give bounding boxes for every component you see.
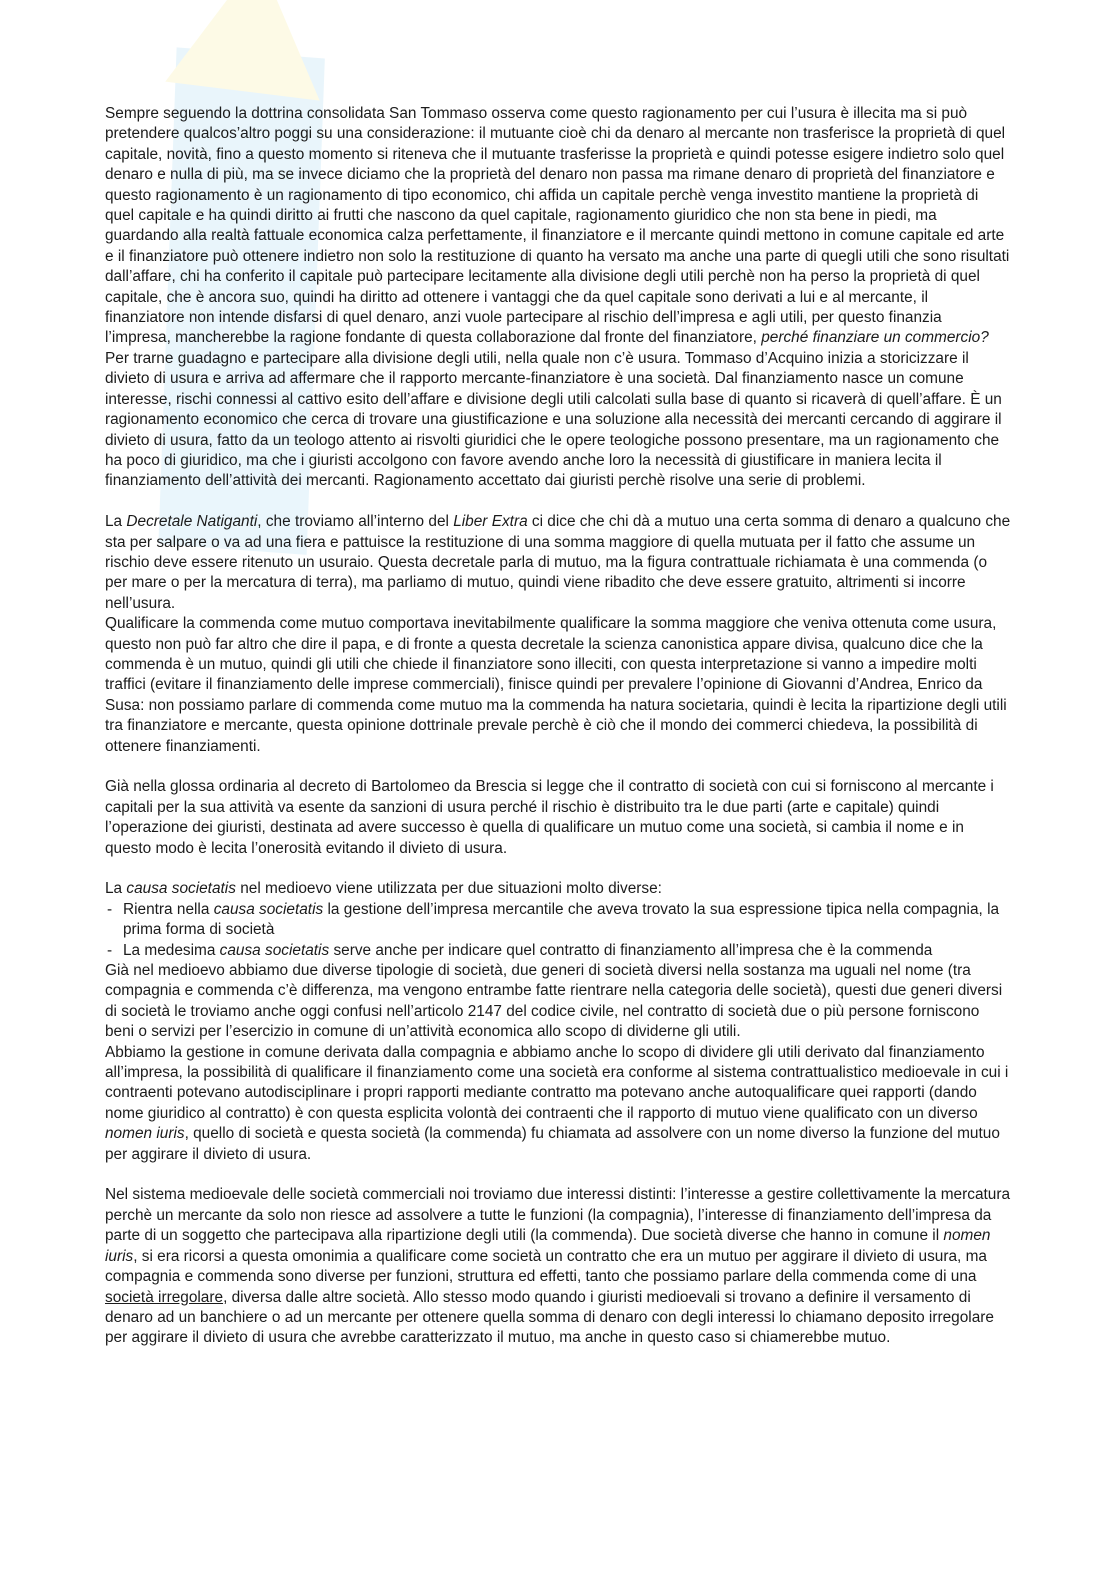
paragraph-glossa: Già nella glossa ordinaria al decreto di Bartolomeo da Brescia si legge che il contratto di società con cui si forniscono al mercante i capitali per la sua attività va esente da sanzioni di usura perché il rischio è distribuito tra le due parti (arte e capitale) quindi l’operazione dei giuristi, destinata ad avere successo è quella di qualificare un mutuo come una società, si cambia il nome e in questo modo è lecita l’onerosità evitando il divieto di usura. — [105, 778, 994, 857]
paragraph-gestione-comune: Abbiamo la gestione in comune derivata dalla compagnia e abbiamo anche lo scopo di dividere gli utili derivato dal finanziamento all’impresa, la possibilità di qualificare il finanziamento come una società era conforme al sistema contrattualistico medioevale in cui i contraenti potevano autodisciplinare i propri rapporti mediante contratto ma potevano anche autoqualificare quei rapporti (dando nome giuridico al contratto) è con questa esplicita volontà dei contraenti che il rapporto di mutuo viene qualificato con un diverso nomen iuris, quello di società e questa società (la commenda) fu chiamata ad assolvere con un nome diverso la funzione del mutuo per aggirare il divieto di usura. — [105, 1043, 1009, 1163]
bullet-list — [105, 900, 1011, 961]
paragraph-tipologie: Già nel medioevo abbiamo due diverse tipologie di società, due generi di società diversi nella sostanza ma uguali nel nome (tra compagnia e commenda c’è differenza, ma vengono entrambe fatte rientrare nella categoria delle società), questi due generi diversi di società le troviamo anche oggi confusi nell’articolo 2147 del codice civile, nel contratto di società due o più persone forniscono beni o servizi per l’esercizio in comune di un’attività economica allo scopo di dividerne gli utili. — [105, 962, 1003, 1041]
paragraph-decretale: La Decretale Natiganti, che troviamo all’interno del Liber Extra ci dice che chi dà a mutuo una certa somma di denaro a qualcuno che sta per salpare o va ad una fiera e pattuisce la restituzione di una somma maggiore di quella mutuata per il fatto che assume un rischio deve essere ritenuto un usuraio. Questa decretale parla di mutuo, ma la figura contrattuale richiamata è una commenda (o per mare o per la mercatura di terra), ma parliamo di mutuo, quindi viene ribadito che deve essere gratuito, altrimenti si incorre nell’usura. — [105, 513, 1011, 612]
paragraph-tommaso: Sempre seguendo la dottrina consolidata San Tommaso osserva come questo ragionamento per cui l’usura è illecita ma si può pretendere qualcos’altro poggi su una considerazione: il mutuante cioè chi da denaro al mercante non trasferisce la proprietà di quel capitale, novità, fino a questo momento si riteneva che il mutuante trasferisse la proprietà e quindi potesse esigere indietro solo quel denaro e nulla di più, ma se invece diciamo che la proprietà del denaro non passa ma rimane denaro di proprietà del finanziatore e questo ragionamento è un ragionamento di tipo economico, chi affida un capitale perchè venga investito mantiene la proprietà di quel capitale e ha quindi diritto ai frutti che nascono da quel capitale, ragionamento giuridico che non sta bene in piedi, ma guardando alla realtà fattuale economica calza perfettamente, il finanziatore e il mercante quindi mettono in comune capitale ed arte e il finanziatore può ottenere indietro non solo la restituzione di quanto ha versato ma anche una parte di quegli utili che sono risultati dall’affare, chi ha conferito il capitale può partecipare lecitamente alla divisione degli utili perchè non ha perso la proprietà di quel capitale, che è ancora suo, quindi ha diritto ad ottenere i vantaggi che da quel capitale sono derivati a lui e al mercante, il finanziatore non intende disfarsi di quel denaro, anzi vuole partecipare al rischio dell’impresa e agli utili, per questo finanzia l’impresa, mancherebbe la ragione fondante di questa collaborazione dal fronte del finanziatore, perché finanziare un commercio? Per trarne guadagno e partecipare alla divisione degli utili, nella quale non c’è usura. Tommaso d’Acquino inizia a storicizzare il divieto di usura e arriva ad affermare che il rapporto mercante-finanziatore è una società. Dal finanziamento nasce un comune interesse, rischi connessi al cattivo esito dell’affare e divisione degli utili calcolati sulla base di quanto si ricaverà di quell’affare. È un ragionamento economico che cerca di trovare una giustificazione e una soluzione alla necessità dei mercanti cercando di aggirare il divieto di usura, fatto da un teologo attento ai risvolti giuridici che le opere teologiche possono presentare, ma un ragionamento che ha poco di giuridico, ma che i giuristi accolgono con favore avendo anche loro la necessità di giustificare in maniera lecita il finanziamento dell’attività dei mercanti. Ragionamento accettato dai giuristi perchè risolve una serie di problemi. — [105, 105, 1010, 490]
document-body — [105, 104, 1011, 1349]
paragraph-sistema-medioevale: Nel sistema medioevale delle società commerciali noi troviamo due interessi distinti: l’interesse a gestire collettivamente la mercatura perchè un mercante da solo non riesce ad assolvere a tutte le funzioni (la compagnia), l’interesse di finanziamento dell’impresa da parte di un soggetto che partecipava alla ripartizione degli utili (la commenda). Due società diverse che hanno in comune il nomen iuris, si era ricorsi a questa omonimia a qualificare come società un contratto che era un mutuo per aggirare il divieto di usura, ma compagnia e commenda sono diverse per funzioni, struttura ed effetti, tanto che possiamo parlare della commenda come di una società irregolare, diversa dalle altre società. Allo stesso modo quando i giuristi medioevali si trovano a definire il versamento di denaro ad un banchiere o ad un mercante per ottenere quella somma di denaro con degli interessi lo chiamano deposito irregolare per aggirare il divieto di usura che avrebbe caratterizzato il mutuo, ma anche in questo caso si chiamerebbe mutuo. — [105, 1186, 1011, 1347]
list-item: - Rientra nella causa societatis la gestione dell’impresa mercantile che aveva trovato la sua espressione tipica nella compagnia, la prima forma di società — [105, 900, 1011, 941]
list-item: - La medesima causa societatis serve anche per indicare quel contratto di finanziamento all’impresa che è la commenda — [105, 941, 1011, 961]
paragraph-commenda-mutuo: Qualificare la commenda come mutuo comportava inevitabilmente qualificare la somma maggiore che veniva ottenuta come usura, questo non può far altro che dire il papa, e di fronte a questa decretale la scienza canonistica appare divisa, qualcuno dice che la commenda è un mutuo, quindi gli utili che chiede il finanziatore sono illeciti, con questa interpretazione si vanno a impedire molti traffici (evitare il finanziamento delle imprese commerciali), finisce quindi per prevalere l’opinione di Giovanni d’Andrea, Enrico da Susa: non possiamo parlare di commenda come mutuo ma la commenda ha natura societaria, quindi è lecita la ripartizione degli utili tra finanziatore e mercante, questa opinione dottrinale prevale perchè è ciò che il mondo dei commerci chiedeva, la possibilità di ottenere finanziamenti. — [105, 615, 1007, 755]
paragraph-causa-societatis: La causa societatis nel medioevo viene utilizzata per due situazioni molto diverse: — [105, 880, 662, 898]
